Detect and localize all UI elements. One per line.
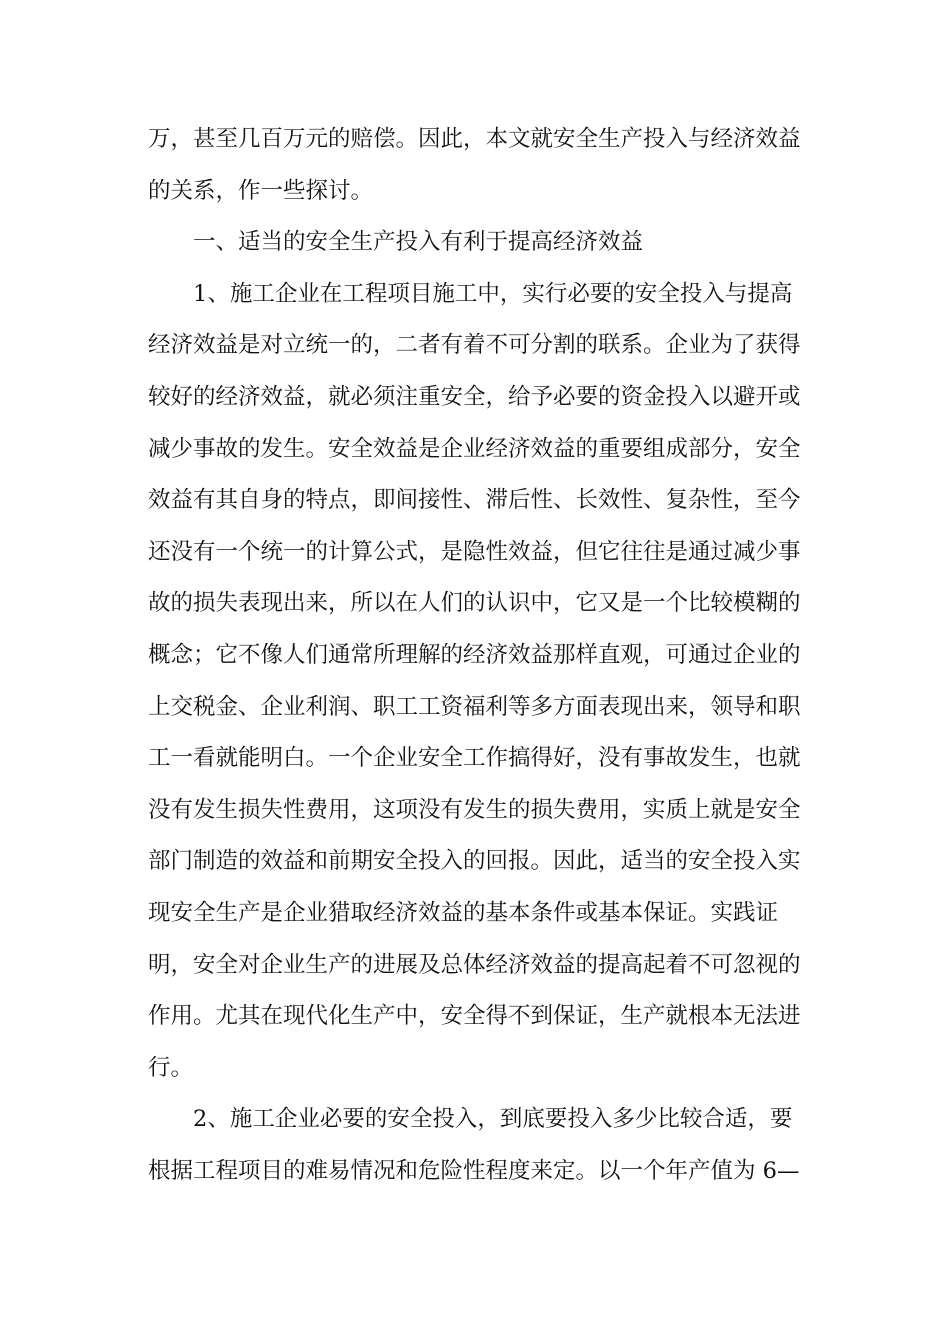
text-line: 上交税金、企业利润、职工工资福利等多方面表现出来，领导和职 bbox=[148, 693, 801, 720]
text-line: 根据工程项目的难易情况和危险性程度来定。以一个年产值为 6— bbox=[148, 1157, 800, 1184]
text-line: 作用。尤其在现代化生产中，安全得不到保证，生产就根本无法进 bbox=[148, 1003, 801, 1030]
text-line: 部门制造的效益和前期安全投入的回报。因此，适当的安全投入实 bbox=[148, 848, 801, 875]
text-line: 明，安全对企业生产的进展及总体经济效益的提高起着不可忽视的 bbox=[148, 951, 801, 978]
text-line: 经济效益是对立统一的，二者有着不可分割的联系。企业为了获得 bbox=[148, 332, 801, 359]
text-line: 工一看就能明白。一个企业安全工作搞得好，没有事故发生，也就 bbox=[148, 745, 801, 772]
text-line: 的关系，作一些探讨。 bbox=[148, 177, 374, 204]
text-line: 还没有一个统一的计算公式，是隐性效益，但它往往是通过减少事 bbox=[148, 538, 801, 565]
text-line: 概念；它不像人们通常所理解的经济效益那样直观，可通过企业的 bbox=[148, 641, 801, 668]
text-line: 万，甚至几百万元的赔偿。因此，本文就安全生产投入与经济效益 bbox=[148, 126, 801, 152]
text-line: 效益有其自身的特点，即间接性、滞后性、长效性、复杂性，至今 bbox=[148, 487, 801, 514]
text-line: 故的损失表现出来，所以在人们的认识中，它又是一个比较模糊的 bbox=[148, 590, 801, 617]
text-line: 没有发生损失性费用，这项没有发生的损失费用，实质上就是安全 bbox=[148, 796, 801, 823]
section-heading: 一、适当的安全生产投入有利于提高经济效益 bbox=[193, 229, 644, 256]
text-line: 1、施工企业在工程项目施工中，实行必要的安全投入与提高 bbox=[193, 280, 793, 307]
document-body bbox=[148, 114, 801, 1197]
text-line: 行。 bbox=[148, 1054, 194, 1081]
text-line: 2、施工企业必要的安全投入，到底要投入多少比较合适，要 bbox=[193, 1106, 793, 1133]
text-line: 现安全生产是企业猎取经济效益的基本条件或基本保证。实践证 bbox=[148, 899, 779, 926]
text-line: 较好的经济效益，就必须注重安全，给予必要的资金投入以避开或 bbox=[148, 383, 801, 410]
text-line: 减少事故的发生。安全效益是企业经济效益的重要组成部分，安全 bbox=[148, 435, 801, 462]
